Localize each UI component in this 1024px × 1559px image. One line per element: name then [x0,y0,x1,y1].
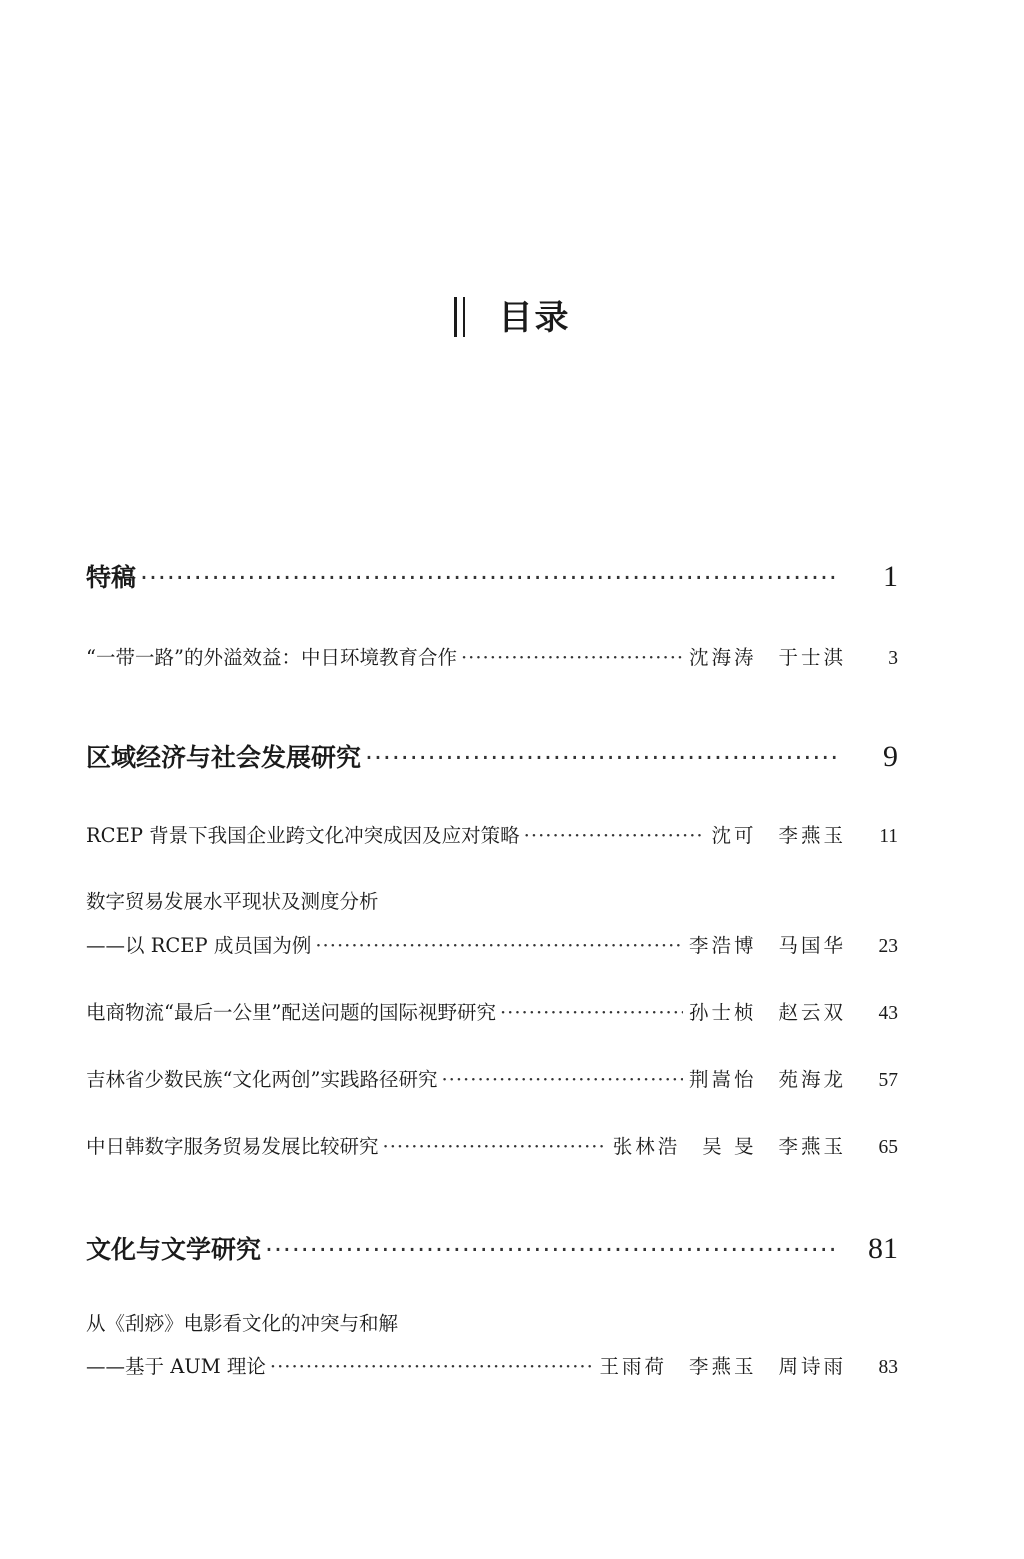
author: 吴 旻 [702,1135,757,1158]
toc-section-heading[interactable] [86,1230,898,1266]
entry-title: 从《刮痧》电影看文化的冲突与和解 [86,1312,399,1335]
section-heading-text: 文化与文学研究 [86,1235,262,1264]
section-page-number: 1 [883,560,898,593]
entry-page-number: 65 [878,1137,898,1158]
author: 孙士桢 [688,1001,757,1024]
entry-subtitle: ——基于 AUM 理论 [86,1355,266,1378]
entry-title: 数字贸易发展水平现状及测度分析 [86,890,379,913]
author: 张林浩 [612,1135,681,1158]
entry-authors [599,1351,846,1379]
toc-entry[interactable] [86,1064,898,1092]
entry-title-line[interactable] [86,1308,398,1336]
author: 荆嵩怡 [688,1068,757,1091]
toc-section-heading[interactable] [86,558,898,594]
author: 李浩博 [688,934,757,957]
dot-leader [383,1135,607,1158]
toc-section-heading[interactable] [86,738,898,774]
author: 李燕玉 [688,1355,757,1378]
entry-authors [689,997,846,1025]
entry-page-number: 3 [888,648,898,669]
entry-authors [689,930,846,958]
author: 王雨荷 [599,1355,667,1378]
section-heading-text: 特稿 [86,563,137,592]
author: 沈可 [711,824,757,847]
dot-leader [524,824,706,847]
dot-leader [315,934,683,957]
author: 李燕玉 [778,824,846,847]
section-heading-text: 区域经济与社会发展研究 [86,743,362,772]
author: 周诗雨 [778,1355,846,1378]
entry-subtitle: ——以 RCEP 成员国为例 [86,934,312,957]
dot-leader [461,646,683,669]
author: 赵云双 [778,1001,846,1024]
entry-page-number: 57 [878,1070,898,1091]
dot-leader [270,1355,594,1378]
entry-page-number: 23 [878,936,898,957]
dot-leader [500,1001,683,1024]
entry-authors [711,820,846,848]
author: 于士淇 [778,646,846,669]
toc-entry[interactable] [86,1351,898,1379]
dot-leader [265,1235,840,1264]
author: 苑海龙 [778,1068,846,1091]
entry-title: “一带一路”的外溢效益：中日环境教育合作 [86,646,457,669]
entry-title: 中日韩数字服务贸易发展比较研究 [86,1135,379,1158]
toc-entry[interactable] [86,930,898,958]
dot-leader [140,563,840,592]
toc-title [0,290,1024,339]
dot-leader [441,1068,683,1091]
section-page-number: 81 [868,1232,898,1265]
toc-entry[interactable] [86,1131,898,1159]
title-bar-marker [454,297,465,337]
author: 李燕玉 [778,1135,846,1158]
entry-title: 吉林省少数民族“文化两创”实践路径研究 [86,1068,438,1091]
section-page-number: 9 [883,740,898,773]
entry-title-line[interactable] [86,886,379,914]
author: 马国华 [778,934,846,957]
entry-title: 电商物流“最后一公里”配送问题的国际视野研究 [86,1001,496,1024]
toc-title-text: 目录 [498,298,571,338]
entry-page-number: 83 [878,1357,898,1378]
entry-page-number: 43 [878,1003,898,1024]
dot-leader [365,743,840,772]
entry-page-number: 11 [879,826,898,847]
entry-authors [689,642,846,670]
entry-authors [613,1131,846,1159]
toc-entry[interactable] [86,997,898,1025]
entry-authors [689,1064,846,1092]
author: 沈海涛 [688,646,757,669]
toc-entry[interactable] [86,820,898,848]
toc-entry[interactable] [86,642,898,670]
entry-title: RCEP 背景下我国企业跨文化冲突成因及应对策略 [86,824,520,847]
